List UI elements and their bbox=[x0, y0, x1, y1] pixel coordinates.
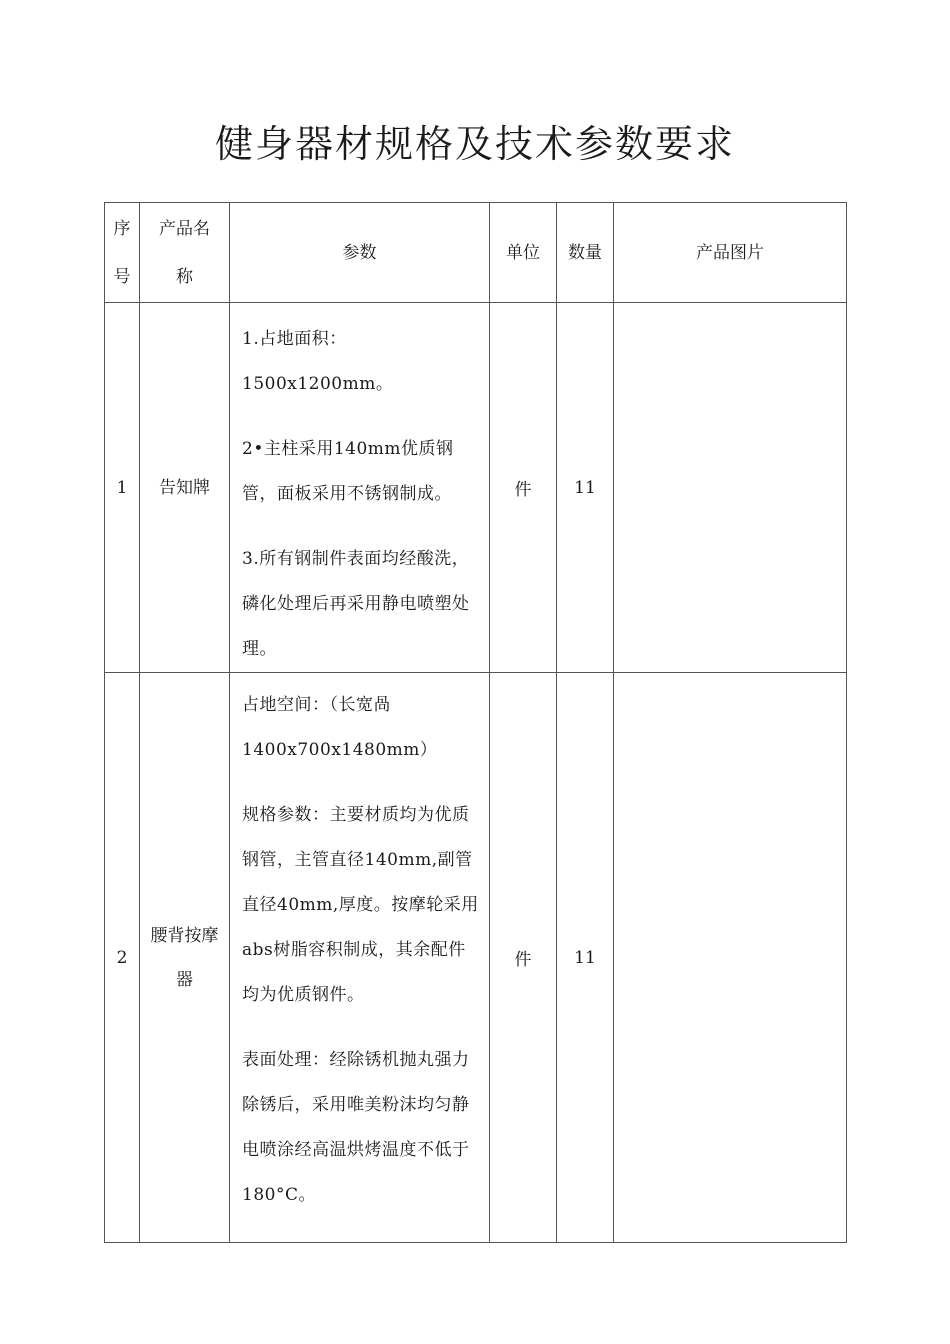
cell-index: 2 bbox=[105, 673, 140, 1243]
cell-name: 腰背按摩器 bbox=[140, 673, 230, 1243]
param-paragraph: 规格参数：主要材质均为优质钢管，主管直径140mm,副管直径40mm,厚度。按摩轮采用abs树脂容积制成，其余配件均为优质钢件。 bbox=[242, 805, 479, 1005]
cell-image bbox=[614, 673, 847, 1243]
table-row bbox=[105, 303, 847, 673]
param-paragraph: 1.占地面积：1500x1200mm。 bbox=[242, 329, 394, 394]
param-paragraph: 占地空间：（长宽咼1400x700x1480mm） bbox=[242, 695, 438, 760]
cell-image bbox=[614, 303, 847, 673]
cell-unit: 件 bbox=[490, 303, 557, 673]
param-paragraph: 3.所有钢制件表面均经酸洗，磷化处理后再采用静电喷塑处理。 bbox=[242, 549, 470, 659]
cell-quantity: 11 bbox=[557, 673, 614, 1243]
table-row bbox=[105, 673, 847, 1243]
page-title: 健身器材规格及技术参数要求 bbox=[214, 122, 735, 166]
param-paragraph: 2•主柱采用140mm优质钢管，面板采用不锈钢制成。 bbox=[242, 439, 454, 504]
spec-table bbox=[104, 202, 847, 1243]
header-index-line2: 号 bbox=[113, 266, 131, 287]
cell-params bbox=[230, 303, 490, 673]
header-name-line1: 产品名 bbox=[159, 218, 210, 239]
header-index-line1: 序 bbox=[113, 218, 131, 239]
header-params: 参数 bbox=[230, 203, 490, 303]
cell-params bbox=[230, 673, 490, 1243]
cell-index: 1 bbox=[105, 303, 140, 673]
header-index bbox=[105, 203, 140, 303]
table-header-row bbox=[105, 203, 847, 303]
header-name bbox=[140, 203, 230, 303]
header-image: 产品图片 bbox=[614, 203, 847, 303]
cell-unit: 件 bbox=[490, 673, 557, 1243]
cell-quantity: 11 bbox=[557, 303, 614, 673]
param-paragraph: 表面处理：经除锈机抛丸强力除锈后，采用唯美粉沫均匀静电喷涂经高温烘烤温度不低于180°C。 bbox=[242, 1050, 470, 1205]
header-name-line2: 称 bbox=[176, 266, 193, 287]
cell-name: 告知牌 bbox=[140, 303, 230, 673]
header-quantity: 数量 bbox=[557, 203, 614, 303]
header-unit: 单位 bbox=[490, 203, 557, 303]
